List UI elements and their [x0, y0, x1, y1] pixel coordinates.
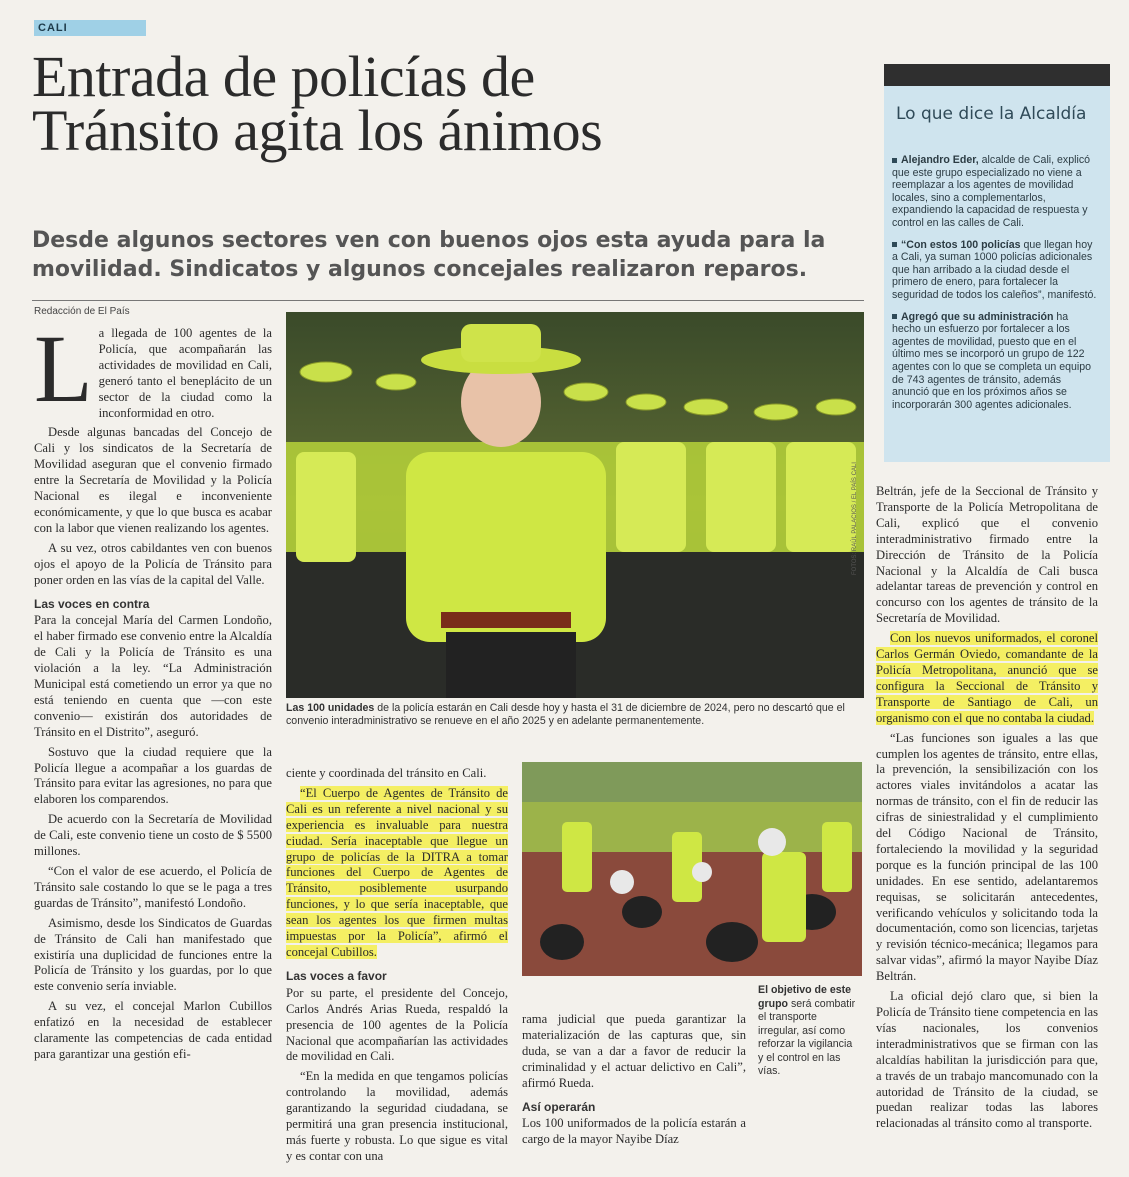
sidebar-title: Lo que dice la Alcaldía — [896, 104, 1087, 124]
paragraph: “Las funciones son iguales a las que cumplen los agentes de tránsito, entre ellas, la prevención, la sensibilización con los actores viales invitándolos a acatar las normas de tránsito, con el fin de reducir las cifras de siniestralidad y el cumplimiento del Código Nacional de Tránsito, fortaleciendo la movilidad y la seguridad porque es la función principal de las 100 unidades. En ese sentido, adelantaremos requisas, se solicitarán antecedentes, verificando vehículos y solicitando toda la documentación, como son licencias, tarjetas y revisión técnico-mecánica; llegamos para salvar vidas”, afirmó la mayor Nayibe Díaz Beltrán. — [876, 730, 1098, 984]
paragraph: Sostuvo que la ciudad requiere que la Policía llegue a acompañar a los guardas de Tránsito para evitar las agresiones, no para que elaboren los comparendos. — [34, 744, 272, 807]
headline-line-1: Entrada de policías de — [32, 44, 535, 109]
police-parade-photo — [286, 312, 864, 698]
paragraph: Beltrán, jefe de la Seccional de Tránsito y Transporte de la Policía Metropolitana de Cali, explicó que el convenio interadministrativo firmado entre la Dirección de Tránsito de la Policía Nacional y la Alcaldía de Cali busca adelantar tareas de prevención y control en concurso con los agentes de tránsito de la Secretaría de Movilidad. — [876, 484, 1098, 626]
paragraph: “En la medida en que tengamos policías controlando la movilidad, además garantizando la seguridad ciudadana, se permitirá una gran presencia institucional, más fuerte y robusta. Lo que sigue es vital y es contar con una — [286, 1069, 508, 1163]
paragraph: Desde algunas bancadas del Concejo de Cali y los sindicatos de la Secretaría de Movilidad aseguran que el convenio firmado entre la Secretaría de Movilidad y la Policía Nacional es ilegal e inconveniente económicamente, y que lo que busca es acabar con la labor que vienen realizando los agentes. — [34, 425, 272, 535]
sidebar-item — [892, 311, 1098, 412]
sidebar-item-lead: Agregó que su administración — [901, 310, 1054, 323]
paragraph: “Con el valor de ese acuerdo, el Policía de Tránsito sale costando lo que se le paga a tres guardas de Tránsito”, manifestó Londoño. — [34, 864, 272, 910]
bullet-icon — [892, 242, 897, 247]
paragraph — [286, 786, 508, 961]
second-photo-caption — [758, 984, 860, 1079]
caption-text: de la policía estarán en Cali desde hoy y hasta el 31 de diciembre de 2024, pero no descartó que el convenio interadministrativo se renueve en el año 2025 y en adelante permanentemente. — [286, 702, 845, 727]
paragraph: Los 100 uniformados de la policía estarán a cargo de la mayor Nayibe Díaz — [522, 1116, 746, 1147]
paragraph: a llegada de 100 agentes de la Policía, que acompañarán las actividades de movilidad en Cali, generó tanto el beneplácito de un sector de la ciudad como la inconformidad en otro. — [98, 326, 272, 420]
subheading: Así operarán — [522, 1099, 596, 1114]
section-tag: CALI — [34, 20, 146, 36]
bullet-icon — [892, 314, 897, 319]
paragraph: A su vez, el concejal Marlon Cubillos enfatizó en la necesidad de establecer claramente las competencias de cada entidad para garantizar una gestión efi- — [34, 999, 272, 1061]
sidebar-item — [892, 154, 1098, 230]
caption-lead: Las 100 unidades — [286, 702, 375, 714]
paragraph: Para la concejal María del Carmen Londoño, el haber firmado ese convenio entre la Alcaldía de Cali y la Policía de Tránsito es una violación a la ley. “La Administración Municipal está cometiendo un error ya que no está teniendo en cuenta que —con este convenio— existirán dos autoridades de Tránsito en el Distrito”, aseguró. — [34, 613, 272, 739]
headline-line-2: Tránsito agita los ánimos — [32, 98, 603, 163]
paragraph: Asimismo, desde los Sindicatos de Guardas de Tránsito de Cali han manifestado que existiría una duplicidad de funciones entre la Policía de Tránsito y los guardas, por lo que este convenio sería inviable. — [34, 915, 272, 994]
second-photo — [522, 762, 862, 976]
highlighted-quote: “El Cuerpo de Agentes de Tránsito de Cali es un referente a nivel nacional y su experiencia es invaluable para nuestra ciudad. Sería inaceptable que llegue un grupo de policías de la DITRA a tomar funciones del Cuerpo de Agentes de Tránsito, posiblemente usurpando funciones, y lo que sería inaceptable, que sean los agentes los que firmen multas impuestas por la Policía”, afirmó el concejal Cubillos. — [286, 785, 508, 959]
paragraph: Por su parte, el presidente del Concejo, Carlos Andrés Arias Rueda, respaldó la presencia de 100 agentes de la Policía Nacional que acompañarían las actividades de movilidad en Cali. — [286, 985, 508, 1064]
sidebar-item-lead: “Con estos 100 policías — [901, 238, 1021, 251]
subheading: Las voces en contra — [34, 596, 150, 611]
paragraph: rama judicial que pueda garantizar la materialización de las capturas que, sin duda, se van a dar a favor de reducir la criminalidad y el actuar delictivo en Cali”, afirmó Rueda. — [522, 1012, 746, 1090]
sidebar-item-text: que llegan hoy a Cali, ya suman 1000 policías adicionales que han arribado a la ciudad desde el primero de enero, para fortalecer la seguridad de todos los caleños”, manifestó. — [892, 238, 1097, 301]
paragraph: ciente y coordinada del tránsito en Cali. — [286, 766, 487, 780]
paragraph: De acuerdo con la Secretaría de Movilidad de Cali, este convenio tiene un costo de $ 5500 millones. — [34, 812, 272, 859]
article-column-4 — [876, 484, 1098, 1174]
main-photo-caption — [286, 702, 864, 728]
subheadline: Desde algunos sectores ven con buenos ojos esta ayuda para la movilidad. Sindicatos y algunos concejales realizaron reparos. — [32, 228, 826, 282]
photo-credit: FOTOS: RAÚL PALACIOS / EL PAÍS CALI — [852, 462, 858, 575]
headline — [32, 44, 872, 163]
sidebar-body — [892, 154, 1098, 420]
divider — [32, 300, 864, 301]
bullet-icon — [892, 158, 897, 163]
main-photo — [286, 312, 864, 698]
sidebar-item — [892, 239, 1098, 302]
subheading: Las voces a favor — [286, 968, 387, 983]
caption-lead: El objetivo de este grupo — [758, 984, 852, 1010]
byline: Redacción de El País — [34, 306, 130, 317]
caption-text: será combatir el transporte irregular, así como reforzar la vigilancia y el control en las vías. — [758, 997, 856, 1077]
article-column-3 — [522, 1012, 746, 1174]
sidebar-item-text: ha hecho un esfuerzo por fortalecer a los agentes de movilidad, puesto que en el último mes se incorporó un grupo de 122 agentes con lo que se completa un equipo de 743 agentes de tránsito, además anunció que en los próximos años se incorporarán 300 agentes adicionales. — [892, 310, 1092, 411]
paragraph: La oficial dejó claro que, si bien la Policía de Tránsito tiene competencia en las vías nacionales, los convenios interadministrativos que se firman con las alcaldías habilitan la jurisdicción para que, a través de un trabajo mancomunado con la autoridad de Tránsito de la ciudad, se puedan realizar todas las labores relacionadas al tránsito como al transporte. — [876, 989, 1098, 1131]
article-column-1 — [34, 326, 272, 1174]
sidebar-item-text: alcalde de Cali, explicó que este grupo especializado no viene a reemplazar a los agentes de movilidad locales, sino a complementarlos, expandiendo la capacidad de respuesta y control en las calles de Cali. — [892, 154, 1091, 229]
motorcycles-photo — [522, 762, 862, 976]
paragraph: A su vez, otros cabildantes ven con buenos ojos el apoyo de la Policía de Tránsito para poner orden en las vías de la capital del Valle. — [34, 540, 272, 587]
sidebar-item-lead: Alejandro Eder, — [901, 154, 979, 166]
paragraph — [876, 631, 1098, 726]
highlighted-paragraph: Con los nuevos uniformados, el coronel Carlos Germán Oviedo, comandante de la Policía Metropolitana, anunció que se configura la Seccional de Tránsito y Transporte de Santiago de Cali, un organismo con el que no contaba la ciudad. — [876, 631, 1098, 725]
drop-cap: L — [34, 326, 93, 422]
article-column-2 — [286, 766, 508, 1170]
sidebar-bar — [884, 64, 1110, 86]
